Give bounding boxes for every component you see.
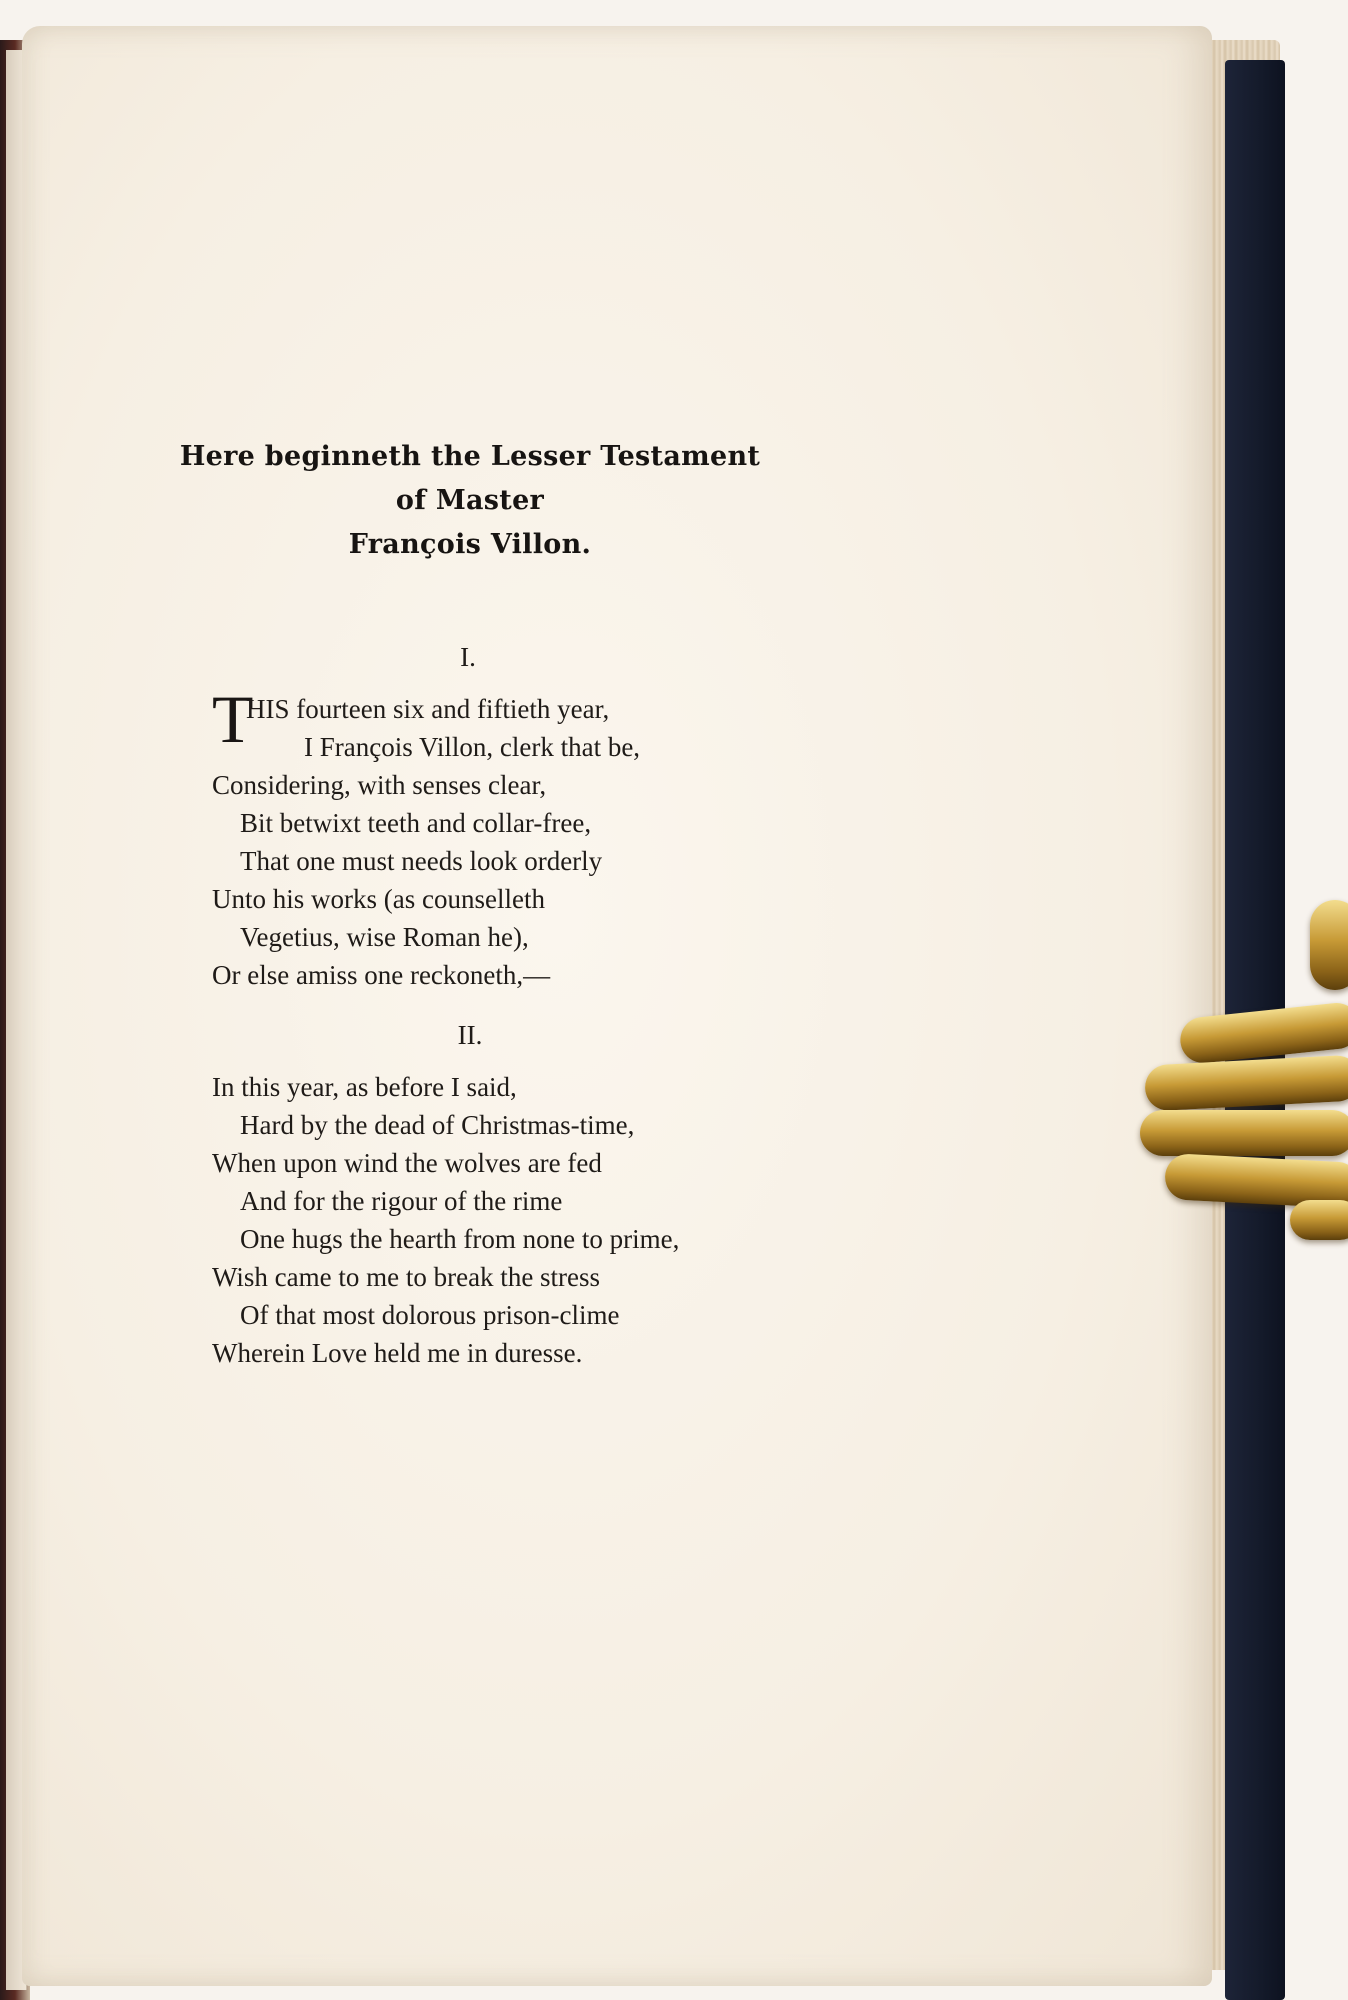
title-line-2: François Villon.	[348, 529, 592, 560]
verse-line: Vegetius, wise Roman he),	[240, 922, 529, 952]
verse-line: Or else amiss one reckoneth,—	[212, 960, 551, 990]
verse-line: Unto his works (as counselleth	[212, 884, 545, 914]
verse-line: Bit betwixt teeth and collar-free,	[240, 808, 592, 838]
clip-finger	[1140, 1110, 1348, 1156]
stanza-numeral: I.	[460, 642, 476, 672]
verse-line: HIS fourteen six and fiftieth year,	[246, 694, 610, 724]
verse-line: And for the rigour of the rime	[240, 1186, 563, 1216]
verse-line: Considering, with senses clear,	[212, 770, 547, 800]
drop-cap: T	[212, 681, 254, 757]
stanza-2	[212, 1068, 679, 1372]
stanza-1	[212, 690, 640, 994]
verse-line: When upon wind the wolves are fed	[212, 1148, 602, 1178]
verse-line: In this year, as before I said,	[212, 1072, 517, 1102]
verse-line: One hugs the hearth from none to prime,	[240, 1224, 680, 1254]
verse-line: I François Villon, clerk that be,	[304, 732, 641, 762]
clip-base	[1290, 1200, 1348, 1240]
verse-line: That one must needs look orderly	[240, 846, 603, 876]
verse-line: Of that most dolorous prison-clime	[240, 1300, 620, 1330]
verse-line: Hard by the dead of Christmas-time,	[240, 1110, 635, 1140]
verse-line: Wherein Love held me in duresse.	[212, 1338, 583, 1368]
title-line-1: Here beginneth the Lesser Testament of Master	[179, 441, 761, 516]
stanza-numeral: II.	[457, 1020, 483, 1050]
clip-finger	[1144, 1054, 1348, 1111]
brass-book-clip	[1140, 900, 1348, 1250]
page-title	[160, 435, 780, 567]
clip-thumb	[1310, 900, 1348, 990]
verse-line: Wish came to me to break the stress	[212, 1262, 601, 1292]
